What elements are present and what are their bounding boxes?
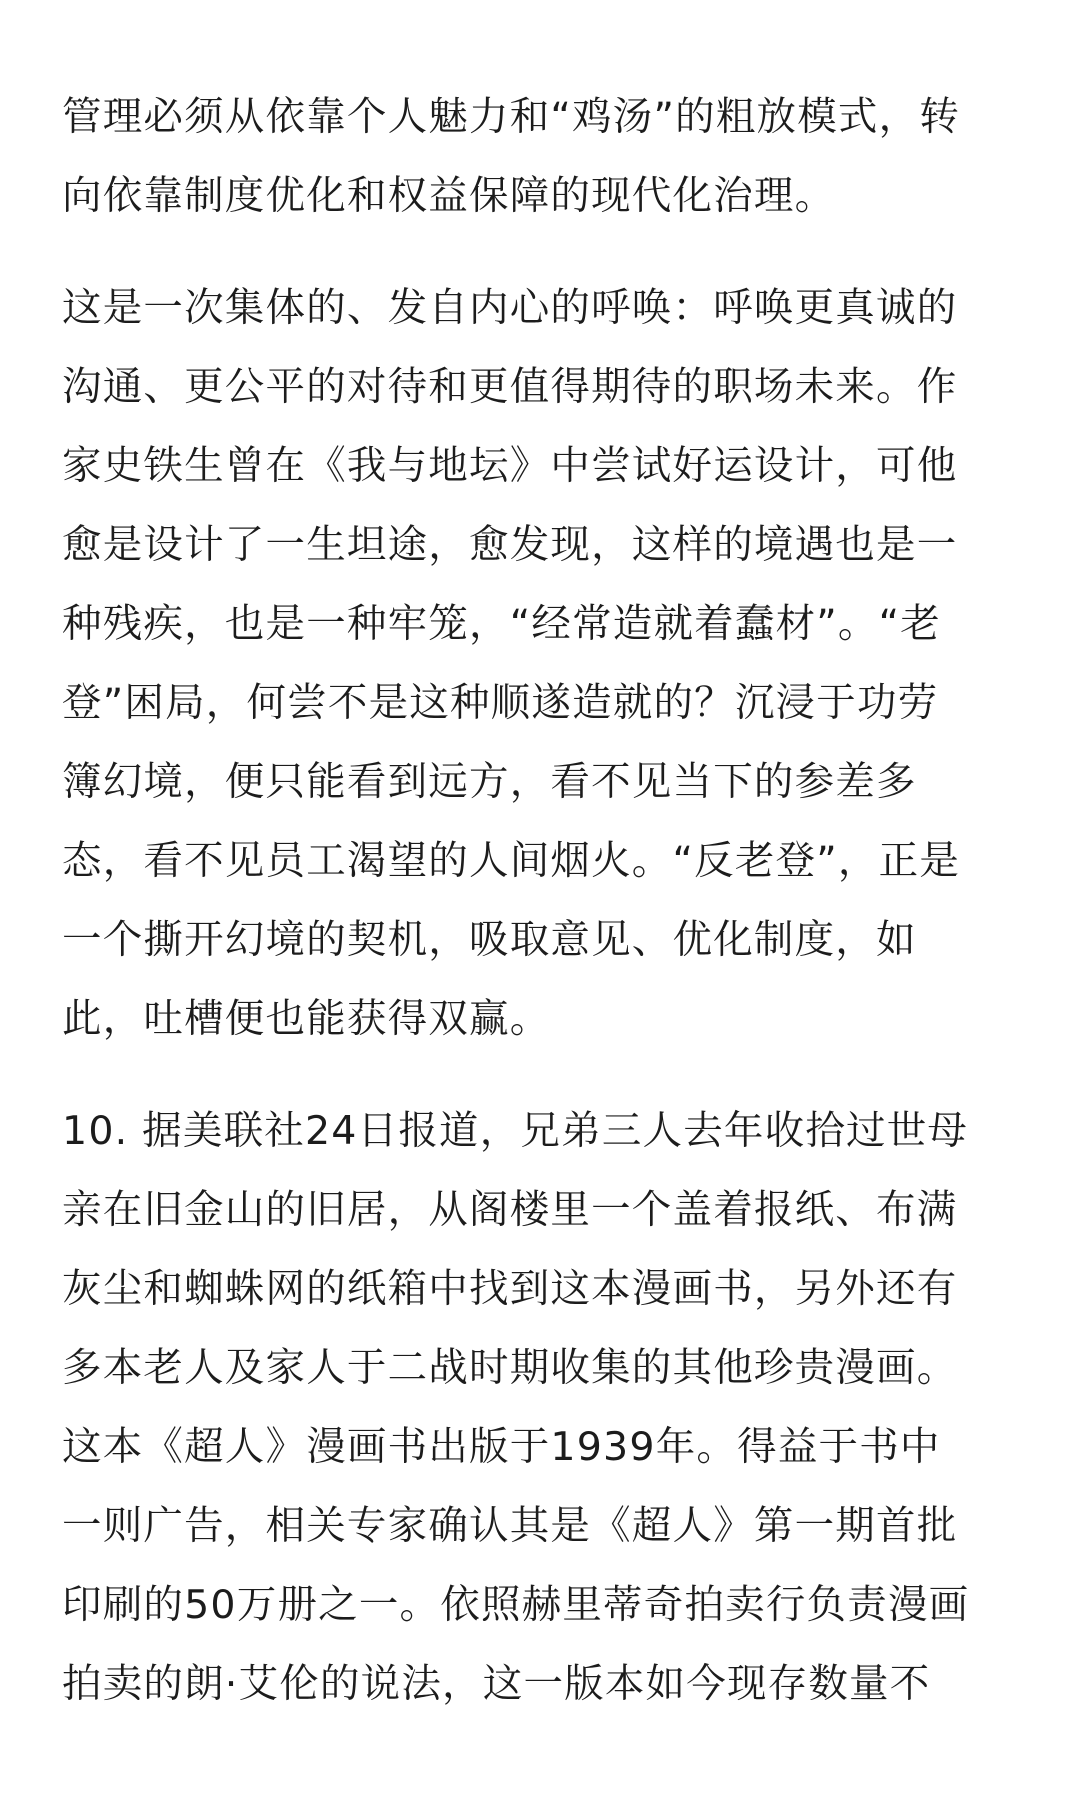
article-body	[62, 78, 1022, 1757]
paragraph-2	[62, 269, 1022, 1059]
paragraph-1	[62, 78, 1022, 236]
text-line: 这是一次集体的、发自内心的呼唤：呼唤更真诚的	[62, 285, 958, 331]
text-line: 沟通、更公平的对待和更值得期待的职场未来。作	[62, 364, 958, 410]
text-line: 拍卖的朗·艾伦的说法，这一版本如今现存数量不	[62, 1661, 931, 1707]
text-line: 向依靠制度优化和权益保障的现代化治理。	[62, 173, 836, 219]
text-line: 印刷的50万册之一。依照赫里蒂奇拍卖行负责漫画	[62, 1582, 970, 1628]
text-line: 登”困局，何尝不是这种顺遂造就的？沉浸于功劳	[62, 680, 939, 726]
text-line: 一个撕开幻境的契机，吸取意见、优化制度，如	[62, 917, 917, 963]
text-line: 这本《超人》漫画书出版于1939年。得益于书中	[62, 1424, 941, 1470]
text-line: 管理必须从依靠个人魅力和“鸡汤”的粗放模式，转	[62, 94, 961, 140]
text-line: 家史铁生曾在《我与地坛》中尝试好运设计，可他	[62, 443, 958, 489]
text-line: 态，看不见员工渴望的人间烟火。“反老登”，正是	[62, 838, 961, 884]
text-line: 亲在旧金山的旧居，从阁楼里一个盖着报纸、布满	[62, 1187, 958, 1233]
text-line: 10. 据美联社24日报道，兄弟三人去年收拾过世母	[62, 1108, 969, 1154]
paragraph-3	[62, 1092, 1022, 1724]
text-line: 愈是设计了一生坦途，愈发现，这样的境遇也是一	[62, 522, 958, 568]
text-line: 此，吐槽便也能获得双赢。	[62, 996, 551, 1042]
text-line: 种残疾，也是一种牢笼，“经常造就着蠢材”。“老	[62, 601, 941, 647]
text-line: 多本老人及家人于二战时期收集的其他珍贵漫画。	[62, 1345, 958, 1391]
text-line: 簿幻境，便只能看到远方，看不见当下的参差多	[62, 759, 917, 805]
text-line: 一则广告，相关专家确认其是《超人》第一期首批	[62, 1503, 958, 1549]
text-line: 灰尘和蜘蛛网的纸箱中找到这本漫画书，另外还有	[62, 1266, 958, 1312]
